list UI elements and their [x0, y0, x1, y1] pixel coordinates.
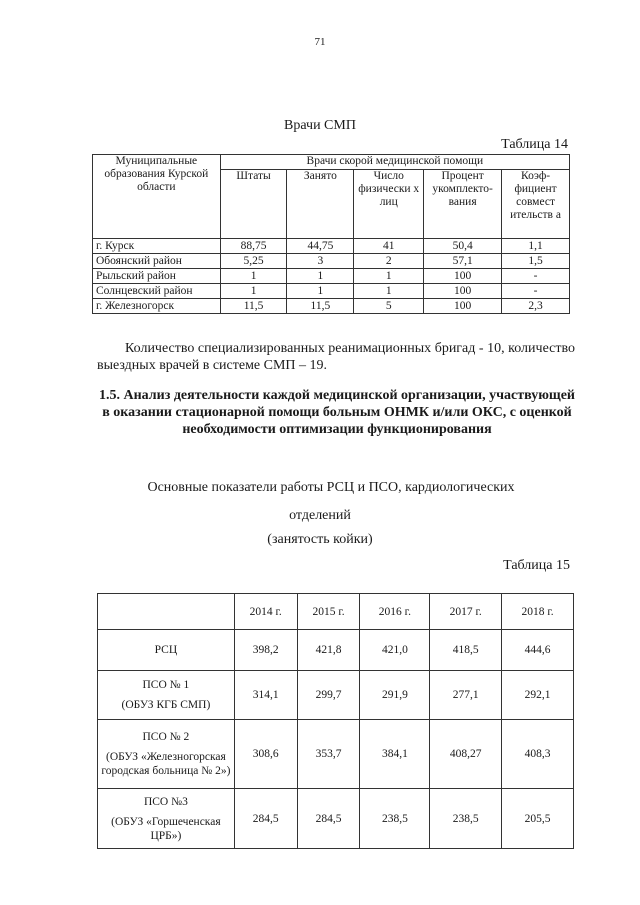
cell: 2	[354, 254, 424, 269]
cell: 88,75	[220, 239, 287, 254]
row-name-sub: (ОБУЗ КГБ СМП)	[121, 699, 211, 711]
year-header: 2018 г.	[502, 594, 574, 630]
cell: 1	[220, 269, 287, 284]
table15-label: Таблица 15	[503, 558, 570, 573]
table14-subheader-percent: Процент укомплекто- вания	[424, 170, 502, 239]
table15-caption-note: (занятость койки)	[267, 532, 373, 547]
table-row	[93, 299, 570, 314]
cell: 3	[287, 254, 354, 269]
cell: 41	[354, 239, 424, 254]
cell: 408,3	[502, 720, 574, 789]
row-name: г. Железногорск	[93, 299, 221, 314]
table14-subheader-coefficient: Коэф- фициент совмест ительств а	[502, 170, 570, 239]
cell: 421,8	[297, 630, 360, 671]
table14-header-group: Врачи скорой медицинской помощи	[220, 155, 569, 170]
cell: 1,5	[502, 254, 570, 269]
row-name-sub: (ОБУЗ «Железногорская городская больница № 2»)	[101, 751, 231, 777]
cell: 314,1	[234, 671, 297, 720]
table14-subheader-persons: Число физически х лиц	[354, 170, 424, 239]
cell: 205,5	[502, 789, 574, 849]
row-name: г. Курск	[93, 239, 221, 254]
cell: 100	[424, 269, 502, 284]
cell: -	[502, 284, 570, 299]
cell: 238,5	[360, 789, 430, 849]
table-row	[98, 789, 574, 849]
cell: -	[502, 269, 570, 284]
row-name-sub: (ОБУЗ «Горшеченская ЦРБ»)	[111, 815, 221, 842]
section-heading: 1.5. Анализ деятельности каждой медицинской организации, участвующей в оказании стационарной помощи больным ОНМК и/или ОКС, с оценкой необходимости оптимизации функционирования	[99, 388, 575, 437]
table-row	[93, 254, 570, 269]
cell: 444,6	[502, 630, 574, 671]
cell: 5	[354, 299, 424, 314]
brigades-paragraph: Количество специализированных реанимационных бригад - 10, количество выездных врачей в системе СМП – 19.	[97, 341, 575, 373]
year-header: 2015 г.	[297, 594, 360, 630]
row-name	[98, 671, 235, 720]
table14-header-municipal: Муниципальные образования Курской области	[93, 155, 221, 239]
cell: 1	[354, 269, 424, 284]
table-row	[98, 720, 574, 789]
empty-header-cell	[98, 594, 235, 630]
cell: 100	[424, 284, 502, 299]
cell: 44,75	[287, 239, 354, 254]
table-row	[93, 269, 570, 284]
cell: 11,5	[220, 299, 287, 314]
cell: 418,5	[430, 630, 502, 671]
table14	[92, 154, 570, 314]
cell: 284,5	[297, 789, 360, 849]
table-row	[98, 630, 574, 671]
page-number: 71	[314, 36, 326, 48]
cell: 50,4	[424, 239, 502, 254]
cell: 1	[354, 284, 424, 299]
cell: 277,1	[430, 671, 502, 720]
row-name-main: ПСО № 2	[142, 731, 190, 743]
cell: 421,0	[360, 630, 430, 671]
cell: 238,5	[430, 789, 502, 849]
table-row	[93, 239, 570, 254]
cell: 398,2	[234, 630, 297, 671]
row-name: Рыльский район	[93, 269, 221, 284]
cell: 299,7	[297, 671, 360, 720]
cell: 353,7	[297, 720, 360, 789]
table14-subheader-occupied: Занято	[287, 170, 354, 239]
cell: 308,6	[234, 720, 297, 789]
year-header: 2014 г.	[234, 594, 297, 630]
cell: 1	[220, 284, 287, 299]
table14-label: Таблица 14	[501, 137, 568, 152]
row-name	[98, 720, 235, 789]
year-header: 2017 г.	[430, 594, 502, 630]
table-row	[98, 671, 574, 720]
row-name-main: ПСО № 1	[142, 679, 190, 691]
cell: 1,1	[502, 239, 570, 254]
row-name	[98, 789, 235, 849]
cell: 11,5	[287, 299, 354, 314]
row-name-main: РСЦ	[154, 644, 178, 656]
cell: 5,25	[220, 254, 287, 269]
row-name	[98, 630, 235, 671]
cell: 1	[287, 284, 354, 299]
table14-caption: Врачи СМП	[284, 118, 356, 133]
year-header: 2016 г.	[360, 594, 430, 630]
row-name-main: ПСО №3	[143, 795, 188, 808]
cell: 284,5	[234, 789, 297, 849]
row-name: Солнцевский район	[93, 284, 221, 299]
cell: 2,3	[502, 299, 570, 314]
cell: 1	[287, 269, 354, 284]
table15	[97, 593, 574, 849]
cell: 100	[424, 299, 502, 314]
table-row	[93, 284, 570, 299]
table-header-row	[98, 594, 574, 630]
cell: 57,1	[424, 254, 502, 269]
cell: 291,9	[360, 671, 430, 720]
cell: 384,1	[360, 720, 430, 789]
cell: 408,27	[430, 720, 502, 789]
table14-subheader-staff: Штаты	[220, 170, 287, 239]
table15-caption: Основные показатели работы РСЦ и ПСО, кардиологических	[147, 480, 515, 495]
cell: 292,1	[502, 671, 574, 720]
row-name: Обоянский район	[93, 254, 221, 269]
table15-caption: отделений	[289, 508, 351, 523]
